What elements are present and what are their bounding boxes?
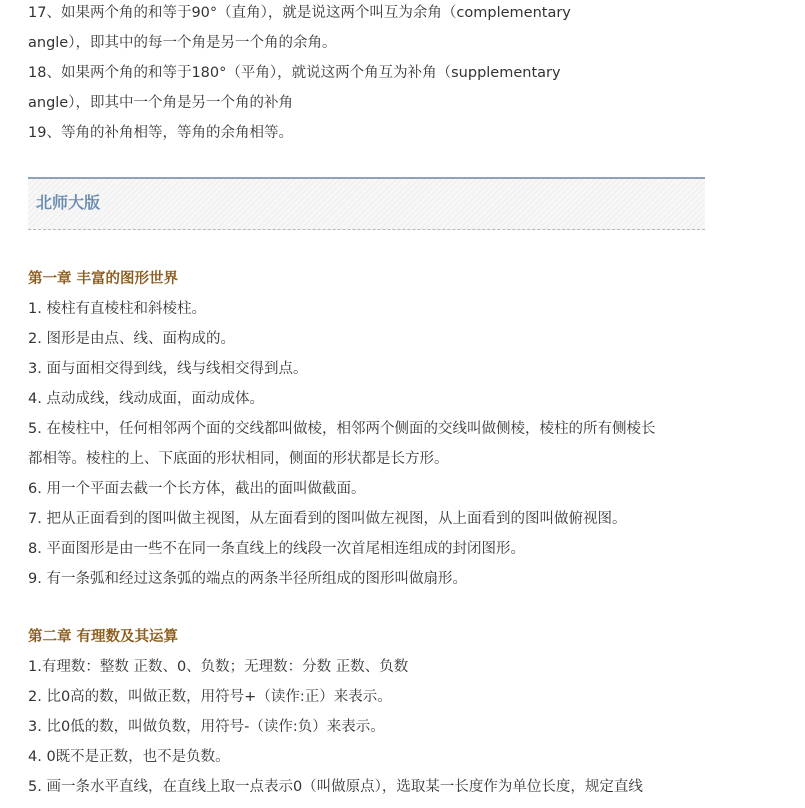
article-content xyxy=(28,0,728,802)
list-item: 1. 棱柱有直棱柱和斜棱柱。 xyxy=(28,301,206,317)
list-item: 6. 用一个平面去截一个长方体，截出的面叫做截面。 xyxy=(28,481,366,497)
chapter-title: 第二章 有理数及其运算 xyxy=(28,629,179,645)
list-item: 4. 点动成线，线动成面，面动成体。 xyxy=(28,391,264,407)
list-item: 5. 在棱柱中，任何相邻两个面的交线都叫做棱，相邻两个侧面的交线叫做侧棱，棱柱的所有侧棱长 xyxy=(28,421,656,437)
list-item: 17、如果两个角的和等于90°（直角），就是说这两个叫互为余角（complementary xyxy=(28,5,571,21)
chapter-item-list xyxy=(28,294,728,594)
list-item: 3. 面与面相交得到线，线与线相交得到点。 xyxy=(28,361,308,377)
list-item: 18、如果两个角的和等于180°（平角），就说这两个角互为补角（supplementary xyxy=(28,65,561,81)
section-header xyxy=(28,177,705,230)
list-item: 9. 有一条弧和经过这条弧的端点的两条半径所组成的图形叫做扇形。 xyxy=(28,571,467,587)
list-item: angle），即其中一个角是另一个角的补角 xyxy=(28,95,293,111)
list-item: 2. 图形是由点、线、面构成的。 xyxy=(28,331,235,347)
list-item: 都相等。棱柱的上、下底面的形状相同，侧面的形状都是长方形。 xyxy=(28,451,449,467)
list-item: 4. 0既不是正数，也不是负数。 xyxy=(28,749,230,765)
section-title: 北师大版 xyxy=(36,193,101,212)
top-item-list xyxy=(28,0,728,148)
list-item: 3. 比0低的数，叫做负数，用符号-（读作:负）来表示。 xyxy=(28,719,385,735)
list-item: 19、等角的补角相等，等角的余角相等。 xyxy=(28,125,293,141)
chapter-item-list xyxy=(28,652,728,802)
list-item: 2. 比0高的数，叫做正数，用符号+（读作:正）来表示。 xyxy=(28,689,392,705)
list-item: angle），即其中的每一个角是另一个角的余角。 xyxy=(28,35,337,51)
list-item: 8. 平面图形是由一些不在同一条直线上的线段一次首尾相连组成的封闭图形。 xyxy=(28,541,525,557)
chapter-title: 第一章 丰富的图形世界 xyxy=(28,271,179,287)
list-item: 5. 画一条水平直线，在直线上取一点表示0（叫做原点），选取某一长度作为单位长度，规定直线 xyxy=(28,779,643,795)
list-item: 7. 把从正面看到的图叫做主视图，从左面看到的图叫做左视图，从上面看到的图叫做俯视图。 xyxy=(28,511,627,527)
list-item: 1.有理数：整数 正数、0、负数；无理数：分数 正数、负数 xyxy=(28,659,409,675)
